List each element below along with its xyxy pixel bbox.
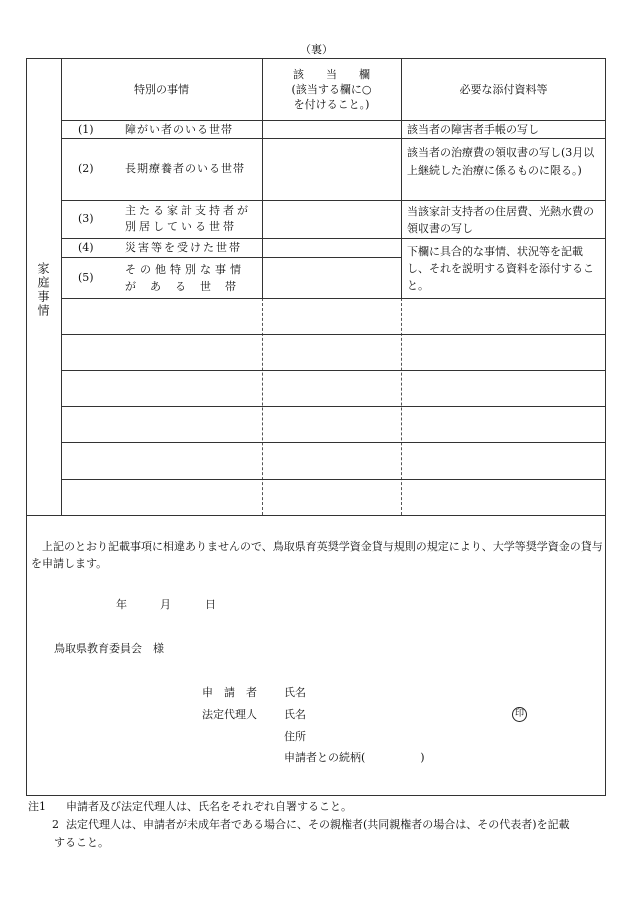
addressee: 鳥取県教育委員会 様: [54, 642, 164, 655]
row-label-line2: 別居している世帯: [125, 220, 237, 233]
row-check-cell[interactable]: [263, 258, 400, 298]
seal-mark: 印: [512, 707, 527, 722]
header-applicable-line3: を付けること。): [293, 98, 370, 111]
row-label-line1: 主たる家計支持者が: [125, 204, 251, 217]
applicant-name-field[interactable]: [312, 683, 512, 701]
row-check-cell[interactable]: [263, 201, 400, 238]
header-applicable-line1: 該 当 欄: [293, 68, 370, 81]
row-document: 下欄に具合的な事情、状況等を記載し、それを説明する資料を添付すること。: [407, 245, 594, 292]
blank-row-4: [61, 442, 606, 443]
note-2-text-line1: 法定代理人は、申請者が未成年者である場合に、その親権者(共同親権者の場合は、その代表者)を記載: [66, 818, 570, 831]
frame-right: [605, 58, 606, 796]
blank-row-1: [61, 334, 606, 335]
row-label-line2: がある世帯: [125, 280, 250, 293]
divider-side: [61, 58, 62, 515]
side-label-family-circumstances: 家庭事情: [36, 262, 50, 318]
table-bottom: [26, 515, 606, 516]
note-1-text: 申請者及び法定代理人は、氏名をそれぞれ自署すること。: [66, 800, 352, 813]
frame-top: [26, 58, 606, 59]
date-month: 月: [160, 598, 171, 611]
header-required-documents: 必要な添付資料等: [459, 83, 548, 96]
guardian-address-field[interactable]: [312, 727, 562, 745]
relationship-field[interactable]: [370, 748, 430, 766]
note-2-text-line2: すること。: [54, 836, 109, 849]
guardian-name-field[interactable]: [312, 705, 507, 723]
guardian-label: 法定代理人: [202, 708, 257, 721]
declaration-text: 上記のとおり記載事項に相違ありませんので、鳥取県育英奨学資金貸与規則の規定により、大学等奨学資金の貸与を申請します。: [31, 540, 603, 570]
row5-bottom: [61, 298, 606, 299]
row-document: 該当者の治療費の領収書の写し(3月以上継続した治療に係るものに限る。): [407, 146, 595, 177]
blank-row-3: [61, 406, 606, 407]
row-number: (4): [78, 241, 94, 254]
row-label-line1: その他特別な事情: [125, 263, 245, 276]
row-document: 当該家計支持者の住居費、光熱水費の領収書の写し: [407, 205, 594, 235]
row-check-cell[interactable]: [263, 139, 400, 200]
relationship-label: 申請者との続柄( ): [284, 751, 425, 764]
row-label: 災害等を受けた世帯: [125, 241, 242, 254]
date-day: 日: [205, 598, 216, 611]
row-number: (1): [78, 123, 94, 136]
row-number: (2): [78, 162, 94, 175]
row-check-cell[interactable]: [263, 121, 400, 138]
frame-left: [26, 58, 27, 796]
guardian-address-label: 住所: [284, 730, 306, 743]
row-check-cell[interactable]: [263, 239, 400, 257]
note-2-number: 2: [52, 818, 59, 831]
row-label: 長期療養者のいる世帯: [125, 162, 245, 175]
row-document: 該当者の障害者手帳の写し: [407, 123, 539, 136]
guardian-name-label: 氏名: [284, 708, 306, 721]
blank-row-2: [61, 370, 606, 371]
row-number: (5): [78, 271, 94, 284]
date-year: 年: [116, 598, 127, 611]
frame-bottom: [26, 795, 606, 796]
note-1-number: 注1: [28, 800, 46, 813]
page-label: （裏）: [300, 43, 333, 56]
row-number: (3): [78, 212, 94, 225]
header-special-circumstances: 特別の事情: [134, 83, 189, 96]
header-applicable-line2: (該当する欄に○: [291, 83, 372, 96]
applicant-name-label: 氏名: [284, 686, 306, 699]
row-label: 障がい者のいる世帯: [125, 123, 233, 136]
blank-row-5: [61, 479, 606, 480]
applicant-label: 申 請 者: [202, 686, 257, 699]
